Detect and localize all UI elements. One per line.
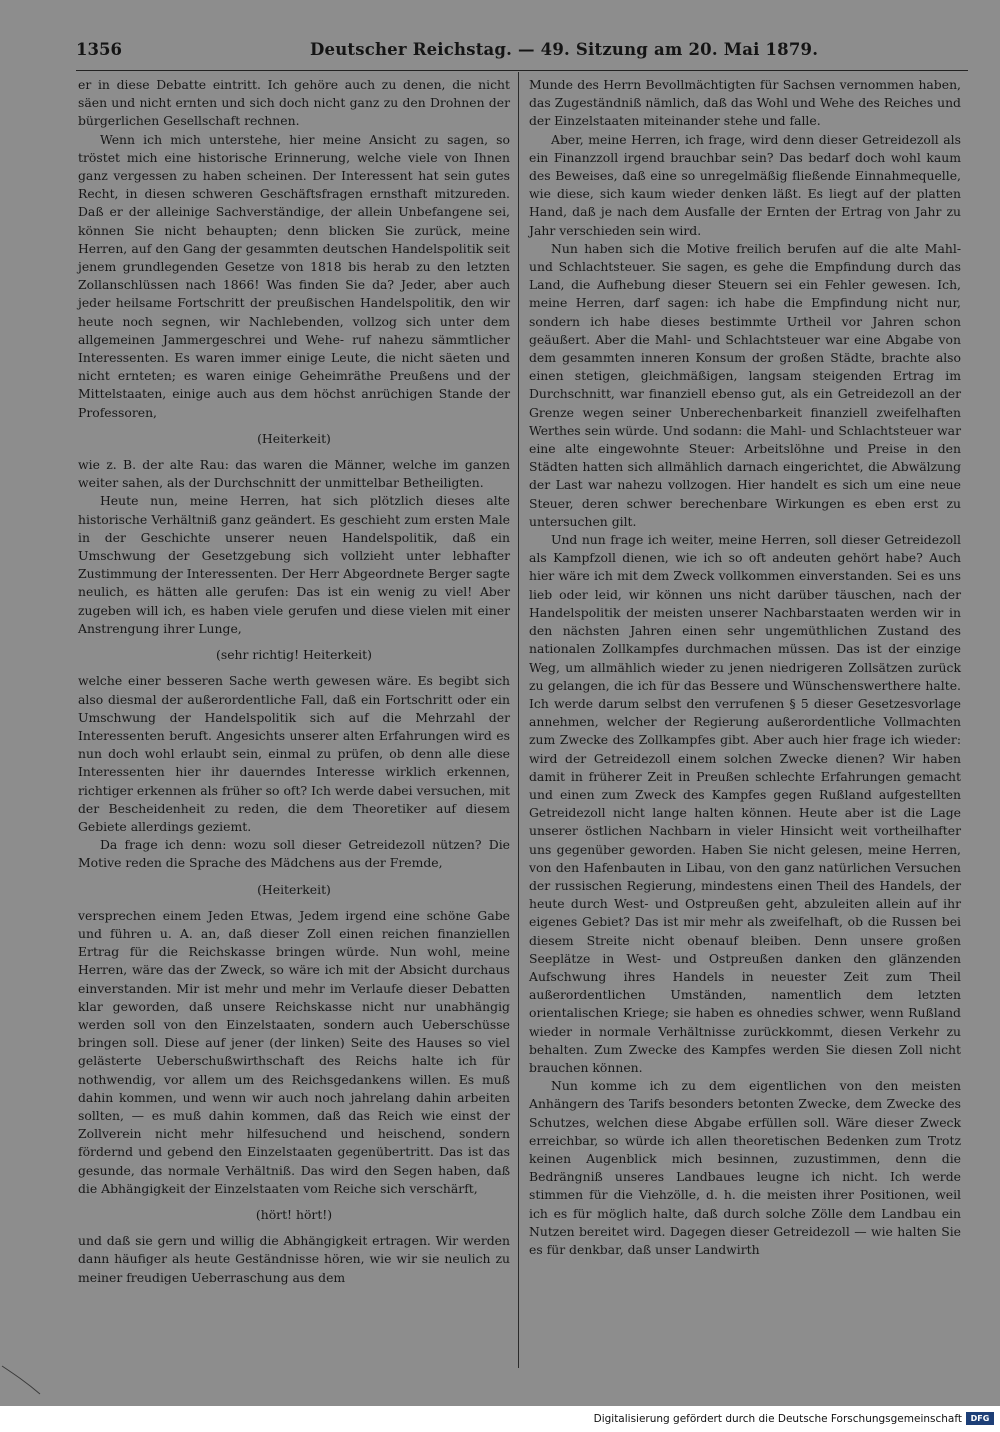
paragraph: welche einer besseren Sache werth gewesen wäre. Es begibt sich also diesmal der außerordentliche Fall, daß ein Fortschritt oder ein Umschwung der Handelspolitik sich auf die Mehrzahl der Interessenten beruft. Angesichts unserer alten Erfahrungen wird es nun doch wohl erlaubt sein, einmal zu prüfen, ob denn alle diese Interessenten hier ihr dauerndes Interesse wirklich erkennen, richtiger erkennen als früher so oft? Ich werde dabei versuchen, mit der Bescheidenheit zu reden, die dem Theoretiker auf diesem Gebiete allerdings geziemt. [78,673,510,834]
paragraph: Munde des Herrn Bevollmächtigten für Sachsen vernommen haben, das Zugeständniß nämlich, daß das Wohl und Wehe des Reiches und der Einzelstaaten miteinander stehe und falle. [529,77,961,129]
column-divider [518,72,519,1368]
paragraph: Und nun frage ich weiter, meine Herren, soll dieser Getreidezoll als Kampfzoll dienen, wie ich so oft andeuten gehört habe? Auch hier wäre ich mit dem Zweck vollkommen einverstanden. Sei es uns lieb oder leid, wir können uns nicht darüber täuschen, nach der Handelspolitik der meisten unserer Nachbarstaaten werden wir in den nächsten Jahren einen sehr ungemüthlichen Zustand des nationalen Zollkampfes durchmachen müssen. Das ist der einzige Weg, um allmählich wieder zu jenen niedrigeren Zollsätzen zurück zu gelangen, die ich für das Bessere und Wünschenswerthere halte. Ich werde darum selbst den verrufenen § 5 dieser Gesetzesvorlage annehmen, welcher der Regierung außerordentliche Vollmachten zum Zwecke des Zollkampfes gibt. Aber auch hier frage ich wieder: wird der Getreidezoll einem solchen Zwecke dienen? Wir haben damit in früherer Zeit in Preußen schlechte Erfahrungen gemacht und einen zum Zweck des Kampfes gegen Rußland aufgestellten Getreidezoll nicht lange halten können. Heute aber ist die Lage unserer östlichen Nachbarn in vieler Hinsicht weit vortheilhafter uns gegenüber geworden. Haben Sie nicht gelesen, meine Herren, von den Hafenbauten in Libau, von den ganz natürlichen Versuchen der russischen Regierung, mindestens einen Theil des Handels, der heute durch West- und Ostpreußen geht, abzuleiten allein auf ihr eigenes Gebiet? Das ist mir mehr als zweifelhaft, ob die Russen bei diesem Streite nicht obenauf bleiben. Denn unsere großen Seeplätze in West- und Ostpreußen danken den glänzenden Aufschwung ihres Handels in neuester Zeit zum Theil außerordentlichen Umständen, namentlich dem letzten orientalischen Kriege; sie haben es ohnedies schwer, wenn Rußland wieder in normale Verhältnisse zurückkommt, diesen Verkehr zu behalten. Zum Zwecke des Kampfes werden Sie diesen Zoll nicht brauchen können. [529,532,961,1075]
paragraph: Nun komme ich zu dem eigentlichen von den meisten Anhängern des Tarifs besonders betonten Zwecke, dem Zwecke des Schutzes, welchen diese Abgabe erfüllen soll. Wäre dieser Zweck erreichbar, so würde ich allen theoretischen Bedenken zum Trotz keinen Augenblick mich besinnen, zuzustimmen, denn die Bedrängniß unseres Landbaues leugne ich nicht. Ich werde stimmen für die Viehzölle, d. h. die meisten ihrer Positionen, weil ich es für möglich halte, daß durch solche Zölle dem Landbau ein Nutzen bereitet wird. Dagegen dieser Getreidezoll — wie halten Sie es für denkbar, daß unser Landwirth [529,1078,961,1257]
interjection: (sehr richtig! Heiterkeit) [216,647,372,663]
page-number: 1356 [76,40,122,59]
paragraph: er in diese Debatte eintritt. Ich gehöre auch zu denen, die nicht säen und nicht ernten und sich doch nicht ganz zu den Drohnen der bürgerlichen Gesellschaft rechnen. [78,77,510,129]
interjection: (Heiterkeit) [257,881,331,897]
dfg-logo: DFG [966,1412,994,1425]
page-header [76,36,966,62]
paragraph: Da frage ich denn: wozu soll dieser Getreidezoll nützen? Die Motive reden die Sprache des Mädchens aus der Fremde, [78,837,510,871]
digitization-credit: Digitalisierung gefördert durch die Deutsche Forschungsgemeinschaft [593,1413,962,1425]
paragraph: Nun haben sich die Motive freilich berufen auf die alte Mahl- und Schlachtsteuer. Sie sagen, es gehe die Empfindung durch das Land, die Aufhebung dieser Steuern sei ein Fehler gewesen. Ich, meine Herren, darf sagen: ich habe die Empfindung nicht nur, sondern ich habe dieses bestimmte Urtheil vor Jahren schon geäußert. Aber die Mahl- und Schlachtsteuer war eine Abgabe von dem gesammten inneren Konsum der großen Städte, brachte also einen stetigen, gleichmäßigen, langsam steigenden Ertrag im Durchschnitt, war finanziell ebenso gut, als ein Getreidezoll an der Grenze wegen seiner Unberechenbarkeit finanziell zweifelhaften Werthes sein würde. Und sodann: die Mahl- und Schlachtsteuer war eine alte eingewohnte Steuer: Arbeitslöhne und Preise in den Städten hatten sich allmählich darnach eingerichtet, die Abwälzung der Last war nahezu vollzogen. Hier handelt es sich um eine neue Steuer, deren schwer berechenbare Wirkungen es eben erst zu untersuchen gilt. [529,240,961,529]
running-head: Deutscher Reichstag. — 49. Sitzung am 20. Mai 1879. [310,40,819,59]
paragraph: versprechen einem Jeden Etwas, Jedem irgend eine schöne Gabe und führen u. A. an, daß dieser Zoll einen reichen finanziellen Ertrag für die Reichskasse bringen würde. Nun wohl, meine Herren, wäre das der Zweck, so wäre ich mit der Absicht durchaus einverstanden. Mir ist mehr und mehr im Verlaufe dieser Debatten klar geworden, daß unsere Reichskasse nicht nur unabhängig werden soll von den Einzelstaaten, sondern auch Ueberschüsse bringen soll. Diese auf jener (der linken) Seite des Hauses so viel gelästerte Ueberschußwirthschaft des Reichs halte ich für nothwendig, vor allem um des Reichsgedankens willen. Es muß dahin kommen, und wenn wir auch noch jahrelang dahin arbeiten sollten, — es muß dahin kommen, daß das Reich wie einst der Zollverein nicht mehr hilfesuchend und heischend, sondern fördernd und gebend den Einzelstaaten gegenübertritt. Das ist das gesunde, das normale Verhältniß. Das wird den Segen haben, daß die Abhängigkeit der Einzelstaaten vom Reiche sich verschärft, [78,907,510,1196]
left-column [78,76,510,1287]
right-column [529,76,961,1259]
paragraph: und daß sie gern und willig die Abhängigkeit ertragen. Wir werden dann häufiger als heute Geständnisse hören, wie wir sie neulich zu meiner freudigen Ueberraschung aus dem [78,1233,510,1285]
paragraph: Heute nun, meine Herren, hat sich plötzlich dieses alte historische Verhältniß ganz geändert. Es geschieht zum ersten Male in der Geschichte unserer neuen Handelspolitik, daß ein Umschwung der Gesetzgebung sich vollzieht unter lebhafter Zustimmung der Interessenten. Der Herr Abgeordnete Berger sagte neulich, es hätten alle gerufen: Das ist ein wenig zu viel! Aber zugeben will ich, es haben viele gerufen und diese vielen mit einer Anstrengung ihrer Lunge, [78,493,510,636]
page-footer [0,1406,1000,1432]
interjection: (Heiterkeit) [257,430,331,446]
paragraph: Aber, meine Herren, ich frage, wird denn dieser Getreidezoll als ein Finanzzoll irgend brauchbar sein? Das bedarf doch wohl kaum des Beweises, daß eine so unregelmäßig fließende Einnahmequelle, wie diese, sich kaum wieder denken läßt. Es liegt auf der platten Hand, daß je nach dem Ausfalle der Ernten der Ertrag von Jahr zu Jahr verschieden sein wird. [529,131,961,238]
paragraph: Wenn ich mich unterstehe, hier meine Ansicht zu sagen, so tröstet mich eine historische Erinnerung, welche viele von Ihnen ganz vergessen zu haben scheinen. Der Interessent hat sein gutes Recht, in diesen schweren Geschäftsfragen ernsthaft mitzureden. Daß er der alleinige Sachverständige, der allein Unbefangene sei, können Sie nicht behaupten; denn blicken Sie zurück, meine Herren, auf den Gang der gesammten deutschen Handelspolitik seit jenem grundlegenden Gesetze von 1818 bis herab zu den letzten Zollanschlüssen nach 1866! Was finden Sie da? Jeder, aber auch jeder heilsame Fortschritt der preußischen Handelspolitik, den wir heute noch segnen, wir Nachlebenden, vollzog sich unter dem allgemeinen Jammergeschrei und Wehe- ruf nahezu sämmtlicher Interessenten. Es waren immer einige Leute, die nicht säeten und nicht ernteten; es waren einige Geheimräthe Preußens und der Mittelstaaten, einige auch aus dem höchst anrüchigen Stande der Professoren, [78,131,510,420]
header-rule [76,70,968,71]
margin-scratch-mark [0,1360,60,1400]
paragraph: wie z. B. der alte Rau: das waren die Männer, welche im ganzen weiter sahen, als der Durchschnitt der unmittelbar Betheiligten. [78,457,510,491]
interjection: (hört! hört!) [255,1206,333,1222]
